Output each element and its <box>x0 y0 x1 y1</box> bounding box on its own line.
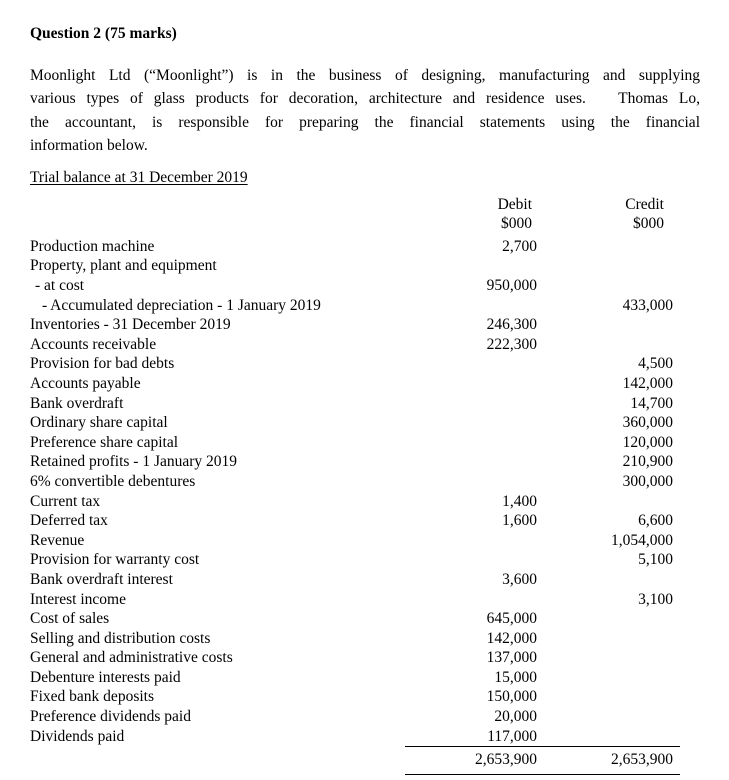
question-title: Question 2 (75 marks) <box>30 25 177 42</box>
credit-value: 300,000 <box>622 472 673 490</box>
debit-value: 222,300 <box>486 335 537 353</box>
debit-value <box>405 433 537 453</box>
table-row <box>30 648 700 668</box>
table-row <box>30 296 700 316</box>
account-label: Fixed bank deposits <box>30 688 154 706</box>
totals-row <box>30 746 700 775</box>
trial-balance-table <box>30 195 700 775</box>
account-label: Accounts receivable <box>30 335 157 353</box>
account-label: Revenue <box>30 531 85 549</box>
debit-value: 150,000 <box>486 688 537 706</box>
credit-value <box>537 727 673 747</box>
table-row <box>30 315 700 335</box>
credit-value: 3,100 <box>638 590 673 608</box>
account-label: Production machine <box>30 237 155 255</box>
table-row <box>30 629 700 649</box>
debit-value: 3,600 <box>502 570 537 588</box>
table-row <box>30 237 700 257</box>
table-row <box>30 256 700 276</box>
account-label: Current tax <box>30 492 101 510</box>
account-label: Interest income <box>30 590 126 608</box>
intro-line-4: information below. <box>30 137 148 155</box>
table-row <box>30 374 700 394</box>
debit-value: 137,000 <box>486 649 537 667</box>
account-label: Provision for warranty cost <box>30 551 200 569</box>
account-label: Preference share capital <box>30 433 179 451</box>
debit-value <box>405 296 537 316</box>
debit-value: 20,000 <box>494 708 537 726</box>
credit-value <box>537 648 673 668</box>
intro-line-2: various types of glass products for decoration, architecture and residence uses. Thomas Lo, <box>30 90 700 108</box>
account-label: Cost of sales <box>30 610 110 628</box>
table-row <box>30 727 700 747</box>
credit-value <box>537 315 673 335</box>
debit-value: 2,700 <box>502 237 537 255</box>
debit-value <box>405 550 537 570</box>
account-label: Retained profits - 1 January 2019 <box>30 453 238 471</box>
account-label: Ordinary share capital <box>30 414 168 432</box>
credit-value: 4,500 <box>638 355 673 373</box>
account-label: Deferred tax <box>30 512 108 530</box>
debit-value <box>405 394 537 414</box>
table-row <box>30 531 700 551</box>
table-row <box>30 570 700 590</box>
totals-label-spacer <box>30 746 405 775</box>
totals-credit-value: 2,653,900 <box>611 751 673 769</box>
header-label-spacer <box>30 214 405 234</box>
debit-value <box>405 354 537 374</box>
debit-value: 645,000 <box>486 610 537 628</box>
account-label: 6% convertible debentures <box>30 472 196 490</box>
intro-line-1: Moonlight Ltd (“Moonlight”) is in the business of designing, manufacturing and supplying <box>30 67 700 84</box>
credit-value: 6,600 <box>638 512 673 530</box>
credit-value <box>537 687 673 707</box>
credit-value: 210,900 <box>622 453 673 471</box>
credit-value <box>537 668 673 688</box>
table-row <box>30 335 700 355</box>
credit-value <box>537 707 673 727</box>
table-row <box>30 707 700 727</box>
table-row <box>30 550 700 570</box>
header-label-spacer <box>30 195 405 215</box>
account-label: - Accumulated depreciation - 1 January 2019 <box>42 296 321 314</box>
account-label: Property, plant and equipment <box>30 257 217 275</box>
credit-value: 1,054,000 <box>611 531 673 549</box>
table-row <box>30 609 700 629</box>
debit-value <box>405 472 537 492</box>
debit-value: 246,300 <box>486 316 537 334</box>
account-label: Bank overdraft <box>30 394 124 412</box>
header-row-units <box>30 214 700 234</box>
table-body <box>30 237 700 746</box>
table-row <box>30 276 700 296</box>
debit-value: 950,000 <box>486 277 537 294</box>
account-label: Provision for bad debts <box>30 355 175 373</box>
credit-value <box>537 492 673 512</box>
credit-value <box>537 629 673 649</box>
account-label: Inventories - 31 December 2019 <box>30 316 231 334</box>
debit-value: 1,400 <box>502 492 537 510</box>
credit-value: 120,000 <box>622 433 673 451</box>
account-label: Preference dividends paid <box>30 708 191 726</box>
trial-balance-heading <box>30 167 700 189</box>
table-header <box>30 195 700 234</box>
table-row <box>30 590 700 610</box>
account-label: Debenture interests paid <box>30 668 181 686</box>
table-row <box>30 492 700 512</box>
debit-value: 1,600 <box>502 512 537 530</box>
table-row <box>30 511 700 531</box>
debit-value: 117,000 <box>487 727 537 745</box>
credit-unit-header: $000 <box>633 215 664 233</box>
debit-column-header: Debit <box>497 195 532 213</box>
intro-line-3: the accountant, is responsible for preparing the financial statements using the financial <box>30 113 700 131</box>
table-row <box>30 413 700 433</box>
debit-value <box>405 374 537 394</box>
account-label: Accounts payable <box>30 374 141 392</box>
trial-balance-heading-text: Trial balance at 31 December 2019 <box>30 168 248 186</box>
debit-value <box>405 531 537 551</box>
header-row-columns <box>30 195 700 215</box>
account-label: Selling and distribution costs <box>30 629 211 647</box>
debit-value <box>405 256 537 276</box>
credit-value <box>537 256 673 276</box>
credit-value <box>537 237 673 257</box>
account-label: Bank overdraft interest <box>30 570 173 588</box>
credit-value <box>537 335 673 355</box>
debit-unit-header: $000 <box>501 215 532 233</box>
account-label: - at cost <box>35 277 85 294</box>
account-label: Dividends paid <box>30 727 125 745</box>
debit-value <box>405 452 537 472</box>
debit-value: 142,000 <box>486 629 537 647</box>
intro-paragraph <box>30 64 700 158</box>
debit-value: 15,000 <box>494 668 537 686</box>
table-row <box>30 354 700 374</box>
table-row <box>30 452 700 472</box>
credit-value: 433,000 <box>622 296 673 314</box>
debit-value <box>405 590 537 610</box>
table-row <box>30 668 700 688</box>
credit-value: 5,100 <box>638 551 673 569</box>
debit-value <box>405 413 537 433</box>
table-row <box>30 687 700 707</box>
table-row <box>30 472 700 492</box>
credit-value <box>537 276 673 296</box>
totals-debit-value: 2,653,900 <box>475 751 537 769</box>
credit-column-header: Credit <box>625 195 664 213</box>
table-row <box>30 433 700 453</box>
credit-value: 142,000 <box>622 374 673 392</box>
credit-value <box>537 609 673 629</box>
credit-value <box>537 570 673 590</box>
credit-value: 360,000 <box>622 414 673 432</box>
table-row <box>30 394 700 414</box>
account-label: General and administrative costs <box>30 649 233 667</box>
credit-value: 14,700 <box>630 394 673 412</box>
